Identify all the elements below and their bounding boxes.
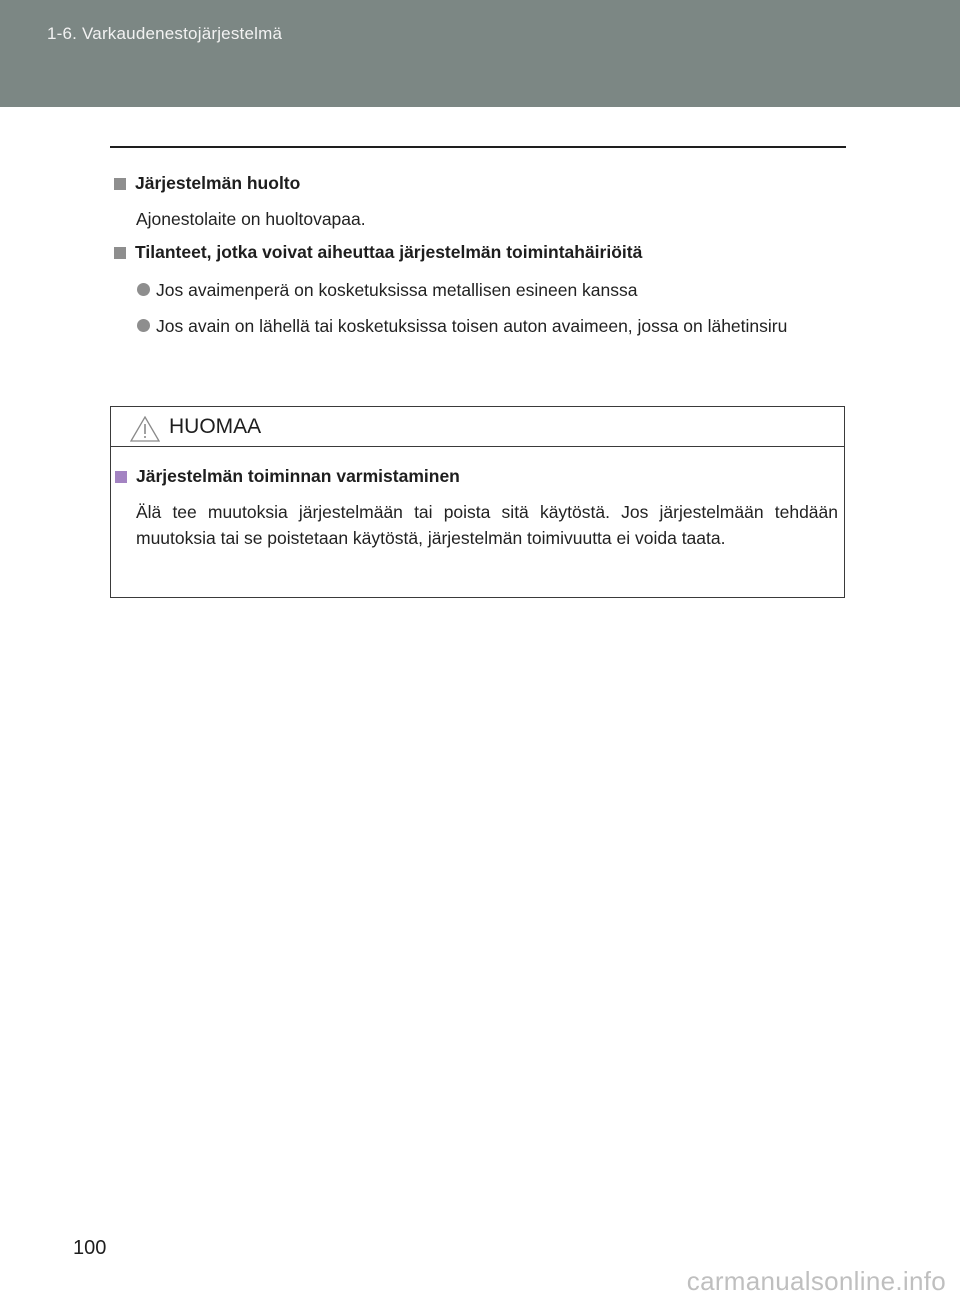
notice-box — [110, 406, 845, 598]
header-band — [0, 0, 960, 107]
notice-header — [111, 407, 844, 447]
maintenance-heading — [114, 173, 300, 194]
square-bullet-icon — [114, 178, 126, 190]
notice-text: Älä tee muutoksia järjestelmään tai poista sitä käytöstä. Jos järjestelmään tehdään muutoksia tai se poistetaan käytöstä, järjestelmän toimivuutta ei voida taata. — [136, 502, 838, 548]
watermark: carmanualsonline.info — [686, 1266, 946, 1296]
warning-triangle-icon — [130, 416, 160, 442]
malfunctions-heading-text: Tilanteet, jotka voivat aiheuttaa järjestelmän toimintahäiriöitä — [135, 242, 643, 262]
list-item-text: Jos avain on lähellä tai kosketuksissa toisen auton avaimeen, jossa on lähetinsiru — [156, 316, 788, 336]
circle-bullet-icon — [137, 283, 150, 296]
list-item — [136, 313, 826, 339]
section-divider — [110, 146, 846, 148]
page-number: 100 — [73, 1237, 107, 1259]
circle-bullet-icon — [137, 319, 150, 332]
list-item-text: Jos avaimenperä on kosketuksissa metallisen esineen kanssa — [156, 280, 638, 300]
notice-title: HUOMAA — [169, 415, 262, 438]
malfunctions-heading — [114, 242, 642, 263]
section-title: 1-6. Varkaudenestojärjestelmä — [47, 24, 283, 43]
notice-subheading — [115, 466, 460, 487]
list-item — [136, 277, 826, 303]
square-bullet-icon — [114, 247, 126, 259]
maintenance-text: Ajonestolaite on huoltovapaa. — [136, 209, 366, 229]
maintenance-heading-text: Järjestelmän huolto — [135, 173, 301, 193]
notice-subheading-text: Järjestelmän toiminnan varmistaminen — [136, 466, 460, 486]
square-bullet-icon — [115, 471, 127, 483]
